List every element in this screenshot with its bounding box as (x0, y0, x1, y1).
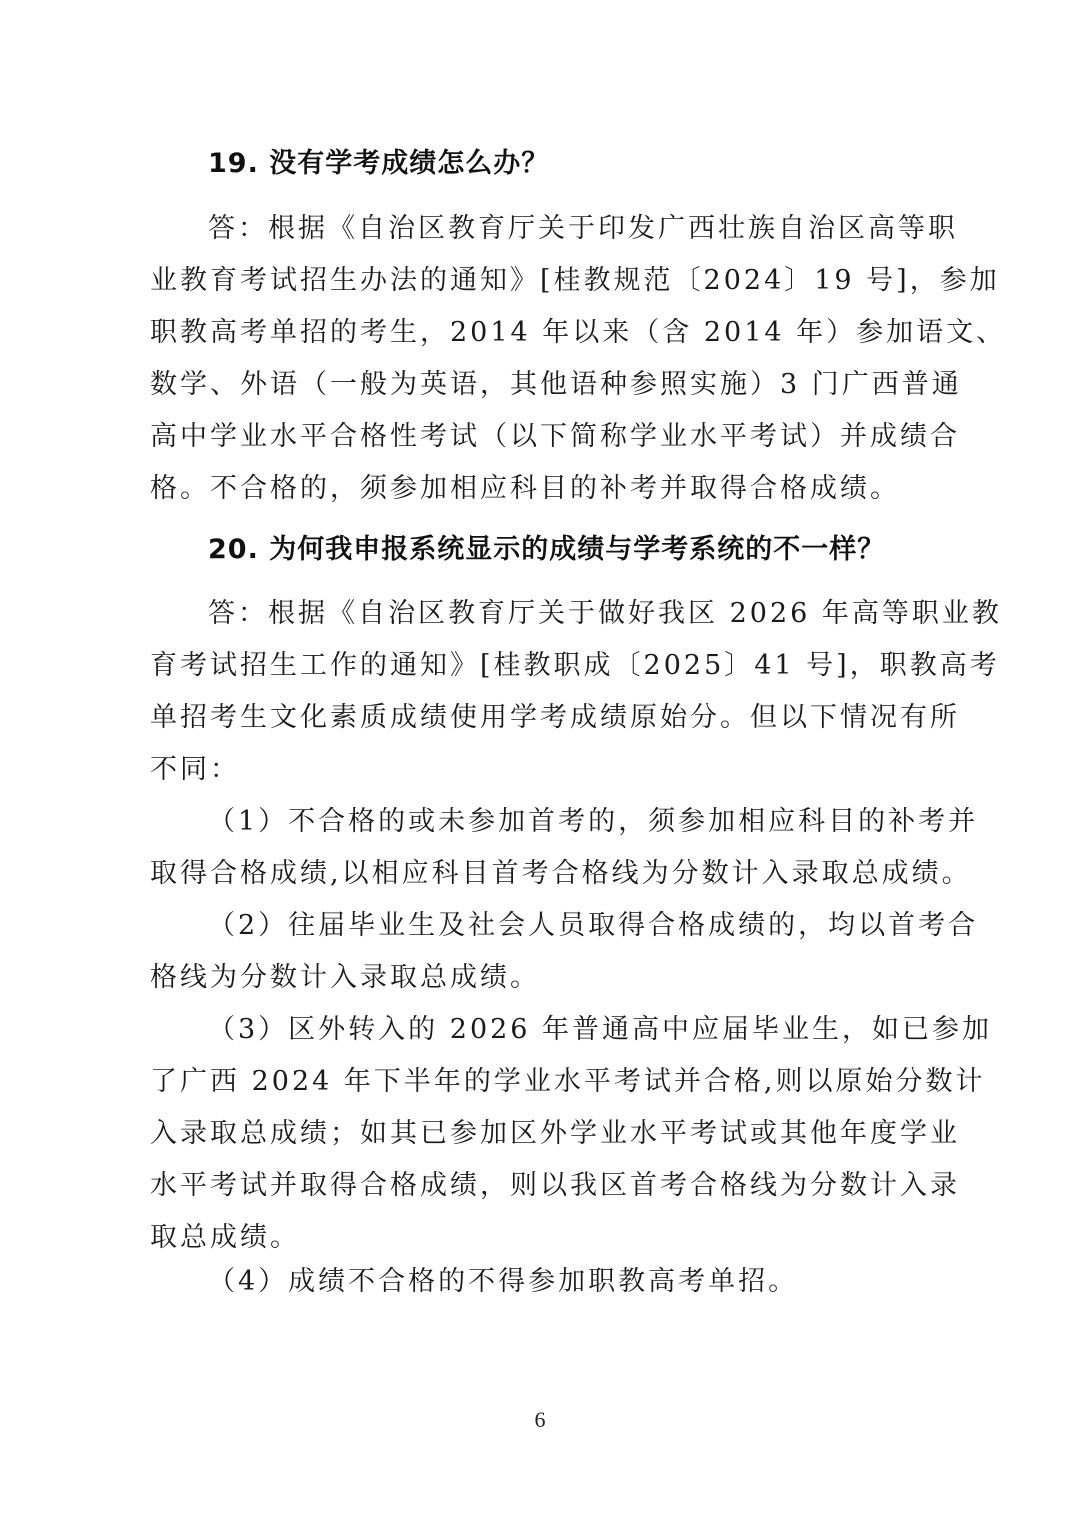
question-19-answer-line: 职教高考单招的考生，2014 年以来（含 2014 年）参加语文、 (150, 317, 1007, 348)
question-19-answer-line: 格。不合格的，须参加相应科目的补考并取得合格成绩。 (150, 473, 900, 504)
question-19-answer-line: 业教育考试招生办法的通知》[桂教规范〔2024〕19 号]，参加 (150, 265, 1000, 296)
page-number: 6 (534, 1407, 546, 1432)
question-20-item-4-line: （4）成绩不合格的不得参加职教高考单招。 (208, 1266, 799, 1297)
question-19-answer-line: 答：根据《自治区教育厅关于印发广西壮族自治区高等职 (208, 213, 958, 244)
question-20-answer-line: 不同： (150, 754, 240, 785)
question-20-item-3-line: （3）区外转入的 2026 年普通高中应届毕业生，如已参加 (208, 1014, 993, 1045)
question-20-item-3-line: 入录取总成绩；如其已参加区外学业水平考试或其他年度学业 (150, 1118, 960, 1149)
question-20-answer-line: 答：根据《自治区教育厅关于做好我区 2026 年高等职业教 (208, 598, 1002, 629)
question-20-item-2-line: （2）往届毕业生及社会人员取得合格成绩的，均以首考合 (208, 910, 979, 941)
question-20-title: 20. 为何我申报系统显示的成绩与学考系统的不一样？ (208, 534, 886, 565)
question-20-item-2-line: 格线为分数计入录取总成绩。 (150, 962, 540, 993)
question-20-item-3-line: 了广西 2024 年下半年的学业水平考试并合格,则以原始分数计 (150, 1066, 986, 1097)
question-20-answer-line: 单招考生文化素质成绩使用学考成绩原始分。但以下情况有所 (150, 702, 960, 733)
question-19-answer-line: 数学、外语（一般为英语，其他语种参照实施）3 门广西普通 (150, 369, 962, 400)
question-20-answer-line: 育考试招生工作的通知》[桂教职成〔2025〕41 号]，职教高考 (150, 650, 1000, 681)
question-20-item-3-line: 水平考试并取得合格成绩，则以我区首考合格线为分数计入录 (150, 1170, 960, 1201)
question-19-answer-line: 高中学业水平合格性考试（以下简称学业水平考试）并成绩合 (150, 421, 960, 452)
question-20-item-3-line: 取总成绩。 (150, 1222, 300, 1253)
question-20-item-1-line: 取得合格成绩,以相应科目首考合格线为分数计入录取总成绩。 (150, 858, 972, 889)
question-20-item-1-line: （1）不合格的或未参加首考的，须参加相应科目的补考并 (208, 806, 979, 837)
question-19-title: 19. 没有学考成绩怎么办？ (208, 148, 550, 179)
